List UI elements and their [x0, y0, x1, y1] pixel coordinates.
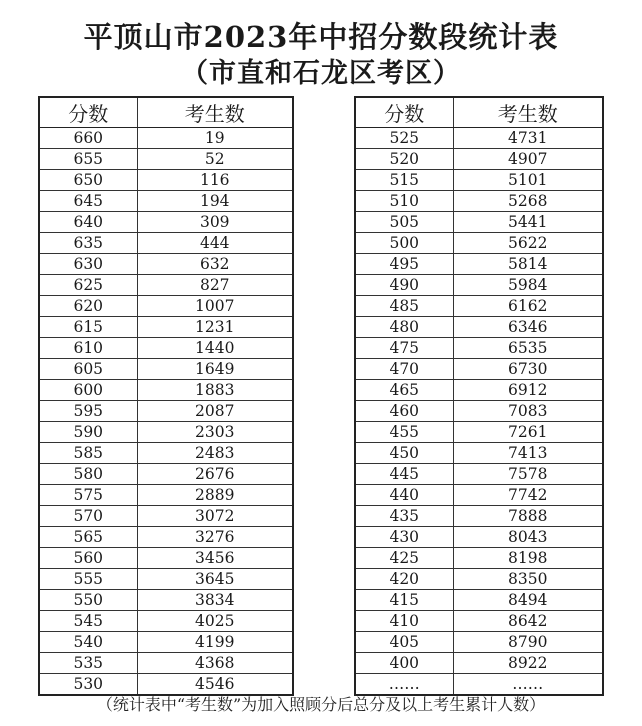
score-cell: 610 — [39, 338, 137, 359]
score-cell: 525 — [355, 128, 453, 149]
count-cell: 4907 — [453, 149, 603, 170]
table-row — [355, 275, 603, 296]
table-row — [355, 233, 603, 254]
score-cell: 445 — [355, 464, 453, 485]
table-row — [39, 380, 293, 401]
count-cell: 5814 — [453, 254, 603, 275]
count-cell: 6162 — [453, 296, 603, 317]
count-cell: 6912 — [453, 380, 603, 401]
score-cell: 580 — [39, 464, 137, 485]
header-row — [355, 97, 603, 128]
table-row — [39, 296, 293, 317]
count-cell: 52 — [137, 149, 293, 170]
table-row — [355, 527, 603, 548]
score-cell: 555 — [39, 569, 137, 590]
table-row — [39, 338, 293, 359]
table-row — [39, 149, 293, 170]
table-row — [39, 548, 293, 569]
score-table-right — [354, 96, 604, 696]
score-cell: 560 — [39, 548, 137, 569]
page-subtitle: （市直和石龙区考区） — [181, 58, 461, 89]
count-cell: 5268 — [453, 191, 603, 212]
score-cell: 405 — [355, 632, 453, 653]
table-row — [355, 191, 603, 212]
score-cell: 440 — [355, 485, 453, 506]
score-cell: 625 — [39, 275, 137, 296]
score-cell: 475 — [355, 338, 453, 359]
score-cell: 485 — [355, 296, 453, 317]
score-cell: 450 — [355, 443, 453, 464]
score-column-header: 分数 — [39, 97, 137, 128]
table-row — [355, 548, 603, 569]
score-cell: 505 — [355, 212, 453, 233]
table-row — [355, 422, 603, 443]
count-cell: 5984 — [453, 275, 603, 296]
table-row — [39, 254, 293, 275]
table-row — [39, 233, 293, 254]
score-table-left — [38, 96, 294, 696]
count-cell: 8350 — [453, 569, 603, 590]
score-cell: 650 — [39, 170, 137, 191]
table-row — [355, 632, 603, 653]
count-cell: 7578 — [453, 464, 603, 485]
count-cell: 1649 — [137, 359, 293, 380]
count-cell: 7083 — [453, 401, 603, 422]
count-cell: 5622 — [453, 233, 603, 254]
score-column-header: 分数 — [355, 97, 453, 128]
score-cell: 435 — [355, 506, 453, 527]
score-cell: 480 — [355, 317, 453, 338]
score-cell: 530 — [39, 674, 137, 696]
score-cell: 660 — [39, 128, 137, 149]
table-row — [39, 401, 293, 422]
table-row — [355, 338, 603, 359]
table-row — [355, 149, 603, 170]
table-row — [39, 422, 293, 443]
score-cell: 585 — [39, 443, 137, 464]
table-row — [355, 296, 603, 317]
table-row — [355, 611, 603, 632]
score-cell: 550 — [39, 590, 137, 611]
count-cell: 2676 — [137, 464, 293, 485]
count-cell: 4199 — [137, 632, 293, 653]
score-cell: 410 — [355, 611, 453, 632]
score-cell: 430 — [355, 527, 453, 548]
count-cell: 8043 — [453, 527, 603, 548]
table-row — [355, 485, 603, 506]
count-cell: 444 — [137, 233, 293, 254]
table-row — [39, 275, 293, 296]
count-cell: 4731 — [453, 128, 603, 149]
count-cell: 8922 — [453, 653, 603, 674]
count-cell: 7742 — [453, 485, 603, 506]
table-row — [39, 632, 293, 653]
score-cell: 600 — [39, 380, 137, 401]
score-cell: 415 — [355, 590, 453, 611]
score-cell: 620 — [39, 296, 137, 317]
score-cell: 605 — [39, 359, 137, 380]
table-row — [39, 191, 293, 212]
header-row — [39, 97, 293, 128]
count-cell: 3645 — [137, 569, 293, 590]
score-cell: 400 — [355, 653, 453, 674]
count-cell: 1007 — [137, 296, 293, 317]
score-cell: 565 — [39, 527, 137, 548]
count-cell: 2483 — [137, 443, 293, 464]
count-cell: 4368 — [137, 653, 293, 674]
table-row — [39, 506, 293, 527]
score-cell: 630 — [39, 254, 137, 275]
table-row — [355, 254, 603, 275]
count-cell: 2087 — [137, 401, 293, 422]
count-cell: 1883 — [137, 380, 293, 401]
table-row — [355, 401, 603, 422]
count-cell: 7413 — [453, 443, 603, 464]
score-cell: 535 — [39, 653, 137, 674]
count-cell: 6535 — [453, 338, 603, 359]
table-row — [39, 569, 293, 590]
score-cell: 465 — [355, 380, 453, 401]
table-row — [39, 128, 293, 149]
score-cell: 575 — [39, 485, 137, 506]
table-row — [39, 590, 293, 611]
table-row — [355, 317, 603, 338]
table-row — [355, 590, 603, 611]
count-column-header: 考生数 — [137, 97, 293, 128]
score-cell: 590 — [39, 422, 137, 443]
table-row — [39, 527, 293, 548]
table-row — [39, 653, 293, 674]
count-cell: 8494 — [453, 590, 603, 611]
table-row — [39, 611, 293, 632]
table-row — [355, 569, 603, 590]
table-row — [39, 212, 293, 233]
footnote: （统计表中“考生数”为加入照顾分后总分及以上考生累计人数） — [96, 695, 546, 714]
score-cell: 470 — [355, 359, 453, 380]
score-cell: 460 — [355, 401, 453, 422]
score-cell: …… — [355, 674, 453, 696]
count-cell: 8642 — [453, 611, 603, 632]
count-cell: 116 — [137, 170, 293, 191]
count-column-header: 考生数 — [453, 97, 603, 128]
count-cell: 6346 — [453, 317, 603, 338]
table-row — [39, 170, 293, 191]
count-cell: 309 — [137, 212, 293, 233]
score-cell: 595 — [39, 401, 137, 422]
table-row — [355, 674, 603, 696]
count-cell: 3276 — [137, 527, 293, 548]
table-row — [355, 464, 603, 485]
count-cell: 5441 — [453, 212, 603, 233]
count-cell: 19 — [137, 128, 293, 149]
count-cell: 827 — [137, 275, 293, 296]
table-row — [39, 317, 293, 338]
score-cell: 490 — [355, 275, 453, 296]
count-cell: 6730 — [453, 359, 603, 380]
score-cell: 570 — [39, 506, 137, 527]
count-cell: 7261 — [453, 422, 603, 443]
score-cell: 635 — [39, 233, 137, 254]
count-cell: 7888 — [453, 506, 603, 527]
table-row — [39, 674, 293, 696]
table-row — [355, 506, 603, 527]
score-cell: 520 — [355, 149, 453, 170]
count-cell: 3456 — [137, 548, 293, 569]
score-cell: 645 — [39, 191, 137, 212]
score-cell: 615 — [39, 317, 137, 338]
count-cell: 8790 — [453, 632, 603, 653]
table-row — [355, 128, 603, 149]
table-row — [355, 380, 603, 401]
table-row — [355, 653, 603, 674]
count-cell: 1231 — [137, 317, 293, 338]
count-cell: …… — [453, 674, 603, 696]
table-row — [39, 464, 293, 485]
table-row — [355, 359, 603, 380]
score-cell: 640 — [39, 212, 137, 233]
table-row — [355, 170, 603, 191]
score-cell: 655 — [39, 149, 137, 170]
page-title: 平顶山市2023年中招分数段统计表 — [83, 20, 559, 54]
count-cell: 3834 — [137, 590, 293, 611]
score-cell: 510 — [355, 191, 453, 212]
count-cell: 1440 — [137, 338, 293, 359]
score-cell: 500 — [355, 233, 453, 254]
table-row — [39, 359, 293, 380]
count-cell: 5101 — [453, 170, 603, 191]
score-cell: 545 — [39, 611, 137, 632]
table-body-right — [355, 128, 603, 696]
score-cell: 515 — [355, 170, 453, 191]
score-cell: 455 — [355, 422, 453, 443]
score-cell: 425 — [355, 548, 453, 569]
count-cell: 4546 — [137, 674, 293, 696]
table-row — [39, 443, 293, 464]
count-cell: 3072 — [137, 506, 293, 527]
count-cell: 8198 — [453, 548, 603, 569]
count-cell: 2889 — [137, 485, 293, 506]
score-cell: 495 — [355, 254, 453, 275]
table-row — [355, 212, 603, 233]
table-row — [39, 485, 293, 506]
count-cell: 194 — [137, 191, 293, 212]
score-cell: 540 — [39, 632, 137, 653]
table-row — [355, 443, 603, 464]
count-cell: 632 — [137, 254, 293, 275]
count-cell: 4025 — [137, 611, 293, 632]
table-body-left — [39, 128, 293, 696]
score-cell: 420 — [355, 569, 453, 590]
count-cell: 2303 — [137, 422, 293, 443]
